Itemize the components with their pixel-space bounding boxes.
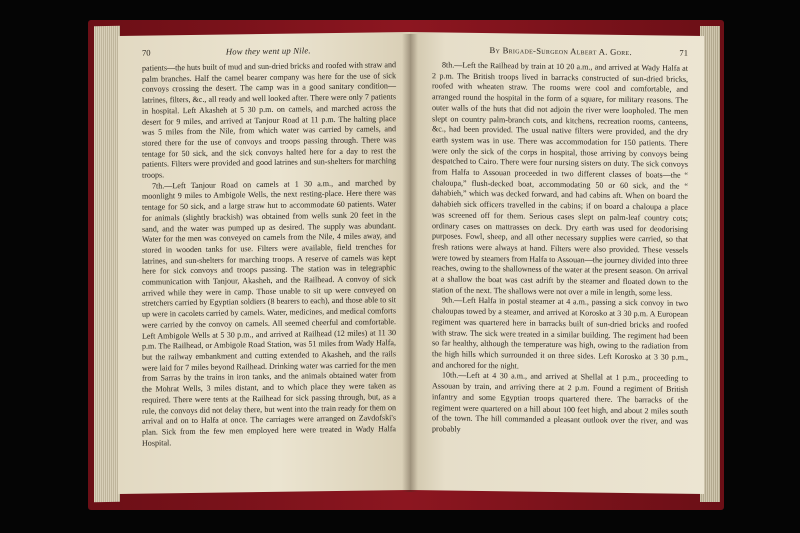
left-page: [118, 32, 410, 494]
right-page: [410, 32, 704, 494]
left-page-body: [142, 60, 396, 449]
book-gutter: [402, 34, 418, 492]
left-running-title: How they went up Nile.: [225, 45, 311, 57]
left-paragraph-1: patients—the huts built of mud and sun-dried bricks and roofed with straw and palm branches. Half the camel bearer company was here for the use of sick convoys crossing the desert. The camp was in a good sanitary condition—latrines, filters, &c., all ready and well looked after. There were only 7 patients in hospital. Left Akasheh at 5 30 p.m. on camels, and marched across the desert for 9 miles, and arrived at Tanjour Road at 11 p.m. The halting place was 5 miles from the Nile, from which water was carried by camels, and stored there for the use of convoys and troops passing through. There was tentage for 50 sick, and the sick convoys halted here for a day to rest the patients. Filters were provided and good latrines and sun-shelters for marching troops.: [142, 60, 396, 180]
right-paragraph-3: 10th.—Left at 4 30 a.m., and arrived at Shellal at 1 p.m., proceeding to Assouan by train, and arriving there at 2 p.m. Found a regiment of British infantry and some Egyptian troops quartered there. The barracks of the regiment were quartered on a hill about 100 feet high, and about 2 miles south of the town. The hill commanded a pleasant outlook over the river, and was probably: [432, 370, 688, 434]
left-page-number: 70: [142, 47, 151, 58]
left-page-edges: [94, 26, 120, 502]
left-paragraph-2: 7th.—Left Tanjour Road on camels at 1 30 a.m., and marched by moonlight 9 miles to Ambigole Wells, the next resting-place. Here there was tentage for 50 sick, and a large straw hut to accommodate 60 patients. Water for animals (slightly brackish) was obtained from wells sunk 20 feet in the sand, and the water was pumped up as desired. The supply was abundant. Water for the men was conveyed on camels from the Nile, 4 miles away, and stored in wooden tanks for use. Filters were available, field trenches for latrines, and sun-shelters for marching troops. A reserve of camels was kept here for sick convoys and troops passing. The station was in telegraphic communication with Tanjour, Akasheh, and the Railhead. A convoy of sick arrived while they were in camp. Those unable to sit up were conveyed on stretchers carried by Egyptian soldiers (8 bearers to each), and those able to sit up were in cacolets carried by camels. Water, medicines, and medical comforts were carried by the convoy on camels. All seemed cheerful and comfortable. Left Ambigole Wells at 5 30 p.m., and arrived at Railhead (12 miles) at 11 30 p.m. The Railhead, or Ambigole Road Station, was 51 miles from Wady Halfa, but the railway embankment and cutting extended to Akasheh, and the rails were laid for 7 miles beyond Railhead. Drinking water was carried for the men from Sarras by the trains in iron tanks, and the animals obtained water from the Mohrat Wells, 3 miles distant, and to which place they were taken as required. There were tents at the Railhead for sick passing through, but, as a rule, the convoys did not delay there, but went into the train ready for them on arrival and on to Halfa at once. The carriages were arranged on Zavdofski's plan. Sick from the few men employed here were treated in Wady Halfa Hospital.: [142, 177, 396, 448]
right-running-title: By Brigade-Surgeon Albert A. Gore.: [489, 45, 632, 58]
right-page-number: 71: [679, 47, 688, 58]
right-page-body: [432, 60, 688, 438]
right-paragraph-2: 9th.—Left Halfa in postal steamer at 4 a.m., passing a sick convoy in two chaloupas towed by a steamer, and arrived at Korosko at 3 30 p.m. A European regiment was quartered here in barracks built of sun-dried bricks and roofed with straw. The sick were treated in a similar building. The regiment had been so far healthy, although the temperature was high, owing to the radiation from the high hills which surrounded it on three sides. Left Korosko at 3 30 p.m., and anchored for the night.: [432, 295, 688, 371]
right-paragraph-1: 8th.—Left the Railhead by train at 10 20 a.m., and arrived at Wady Halfa at 2 p.m. The British troops lived in barracks constructed of sun-dried bricks, roofed with wheaten straw. The rooms were cool and comfortable, and arranged round the hospital in the form of a square, for military reasons. The outer walls of the huts that did not adjoin the river were loopholed. The men slept on country palm-branch cots, and kitchens, recreation rooms, canteens, &c., had been provided. The usual native filters were provided, and the dry earth system was in use. There was accommodation for 150 patients. There were only the sick of the corps in hospital, those arriving by convoys being despatched to Cairo. There were four nursing sisters on duty. The sick convoys from Halfa to Assouan proceeded in two different classes of boats—the “ chaloupa,” flush-decked boat, accommodating 50 or 60 sick, and the “ dahabieh,” which was decked forward, and had cabins aft. When on board the dahabieh sick officers travelled in the cabins; if on board a chaloupa a place was screened off for them. Serious cases slept on palm-leaf country cots; ordinary cases on mattrasses on deck. Dry earth was used for deodorising purposes. Fowl, sheep, and all other necessary supplies were carried, so that fresh rations were always at hand. Filters were also provided. These vessels were towed by steamers from Halfa to Assouan—the journey divided into three reaches, owing to the shallowness of the water at the present season. On arrival at a shallow the boat was cast adrift by the steamer and floated down to the station of the next. The shallows were not over a mile in length, some less.: [432, 60, 688, 298]
